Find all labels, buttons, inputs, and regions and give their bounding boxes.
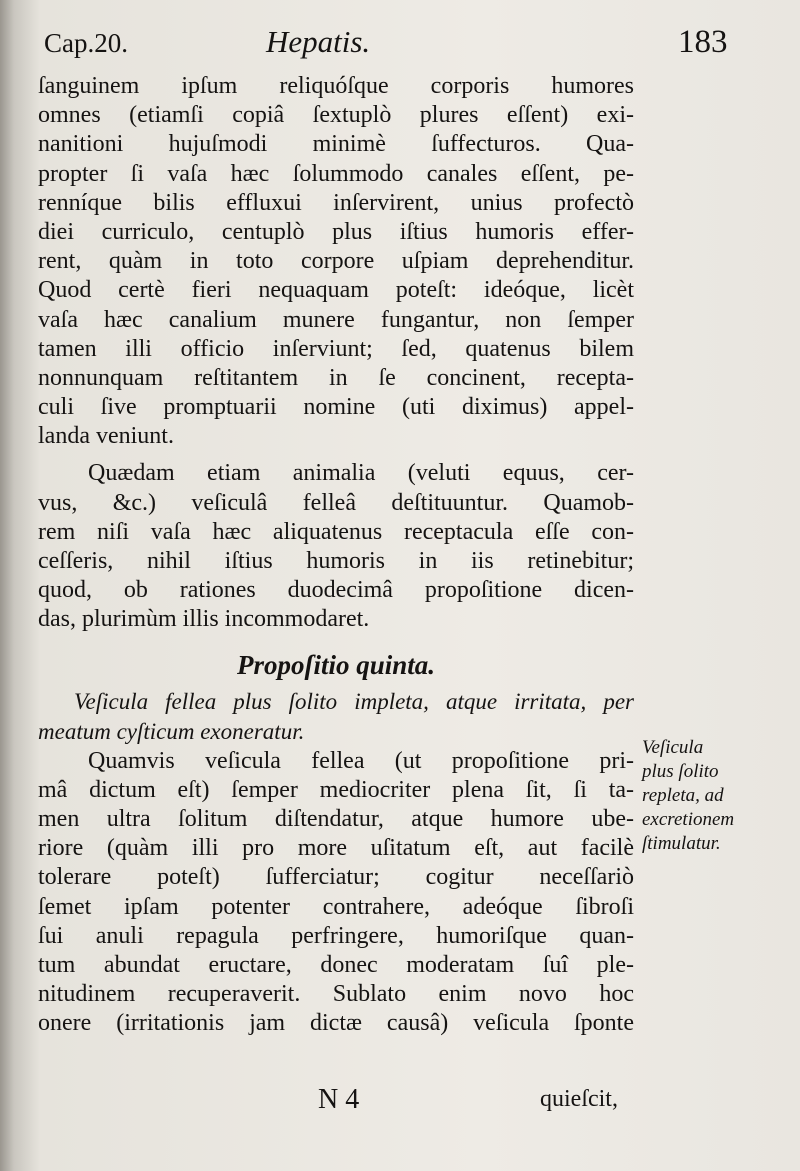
proposition-statement [38,687,634,747]
text-line: Quod certè fieri nequaquam poteſt: ideóque, licèt [38,277,634,304]
margin-line: repleta, ad [642,785,724,806]
text-line: riore (quàm illi pro more uſitatum eſt, aut facilè [38,835,634,862]
main-text-block [38,72,634,1038]
catchword: quieſcit, [540,1086,618,1112]
text-line: men ultra ſolitum diſtendatur, atque humore ube- [38,805,634,832]
text-line: nitudinem recuperaverit. Sublato enim novo hoc [38,981,634,1008]
paragraph-1 [38,72,634,451]
text-line: landa veniunt. [38,423,174,450]
text-line: tolerare poteſt) ſufferciatur; cogitur neceſſariò [38,864,634,891]
text-line: nanitioni hujuſmodi minimè ſuffecturos. Qua- [38,131,634,158]
text-line: quod, ob rationes duodecimâ propoſitione dicen- [38,577,634,604]
text-line: ſui anuli repagula perfringere, humoriſque quan- [38,922,634,949]
running-title: Hepatis. [266,24,371,59]
text-line: tamen illi officio inſerviunt; ſed, quatenus bilem [38,335,634,362]
text-line: Quamvis veſicula fellea (ut propoſitione pri- [88,747,634,774]
marginal-note [642,736,792,856]
text-line: Veſicula fellea plus ſolito impleta, atque irritata, per [74,688,634,714]
text-line: vus, &c.) veſiculâ felleâ deſtituuntur. Quamob- [38,489,634,516]
margin-line: excretionem [642,809,735,830]
text-line: onere (irritationis jam dictæ causâ) veſicula ſponte [38,1010,634,1037]
margin-line: Veſicula [642,737,704,758]
text-line: rem niſi vaſa hæc aliquatenus receptacula eſſe con- [38,518,634,545]
bleed-through-ink [650,150,661,166]
text-line: omnes (etiamſi copiâ ſextuplò plures eſſent) exi- [38,102,634,129]
text-line: mâ dictum eſt) ſemper mediocriter plena ſit, ſi ta- [38,776,634,803]
text-line: tum abundat eructare, donec moderatam ſuî ple- [38,951,634,978]
chapter-label: Cap.20. [44,28,128,58]
paragraph-3 [38,747,634,1039]
running-header [44,16,774,66]
margin-line: ſtimulatur. [642,833,721,854]
margin-line: plus ſolito [642,761,719,782]
page-number: 183 [678,24,728,60]
text-line: diei curriculo, centuplò plus iſtius humoris effer- [38,218,634,245]
text-line: propter ſi vaſa hæc ſolummodo canales eſſent, pe- [38,160,634,187]
text-line: vaſa hæc canalium munere fungantur, non ſemper [38,306,634,333]
proposition-heading: Propoſitio quinta. [236,649,436,680]
signature-mark: N 4 [318,1084,360,1115]
text-line: Quædam etiam animalia (veluti equus, cer- [88,460,634,487]
text-line: das, plurimùm illis incommodaret. [38,606,370,633]
text-line: ceſſeris, nihil iſtius humoris in iis retinebitur; [38,548,634,574]
text-line: ſanguinem ipſum reliquóſque corporis humores [38,73,634,99]
text-line: culi ſive promptuarii nomine (uti diximus) appel- [38,394,634,421]
text-line: rent, quàm in toto corpore uſpiam deprehenditur. [38,248,634,275]
text-line: meatum cyſticum exoneratur. [38,718,305,744]
text-line: ſemet ipſam potenter contrahere, adeóque ſibroſi [38,893,634,920]
text-line: nonnunquam reſtitantem in ſe concinent, recepta- [38,364,634,391]
paragraph-2 [38,459,634,634]
text-line: renníque bilis effluxui inſervirent, unius profectò [38,189,634,216]
